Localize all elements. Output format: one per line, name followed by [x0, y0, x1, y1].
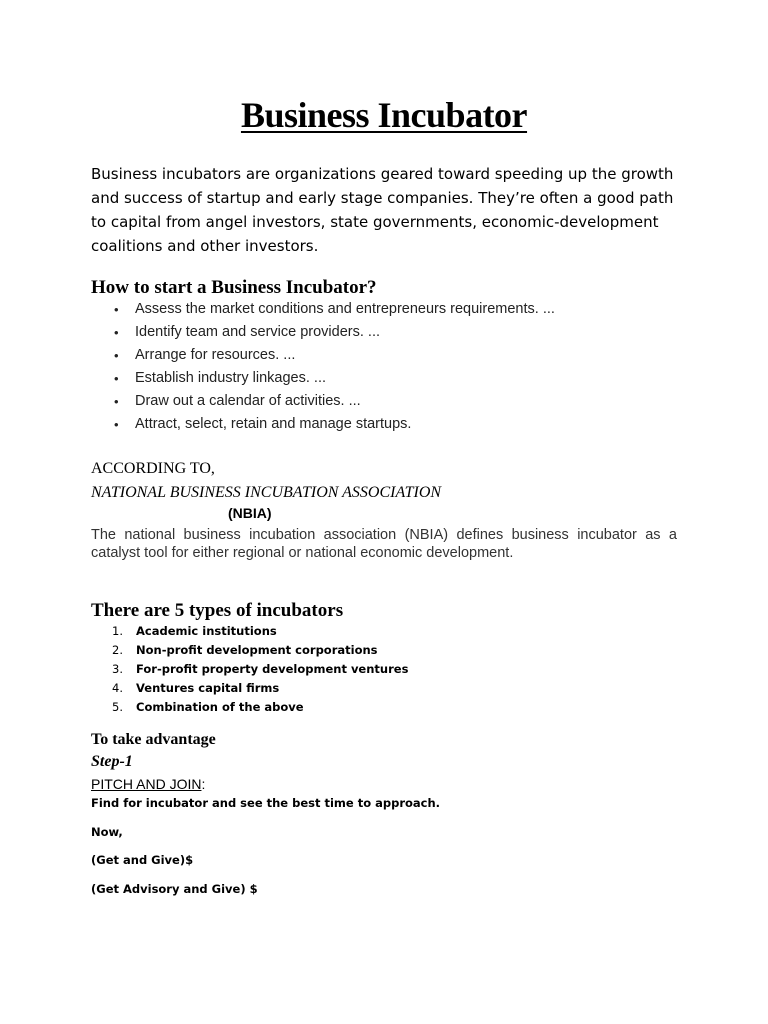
- list-item: [110, 698, 408, 717]
- page-title-text: Business Incubator: [240, 95, 528, 135]
- list-number: 2.: [112, 643, 123, 657]
- incubator-types-list: [110, 622, 408, 717]
- list-number: 1.: [112, 624, 123, 638]
- get-advisory-text: (Get Advisory and Give) $: [91, 882, 258, 896]
- list-item-text: For-profit property development ventures: [136, 662, 409, 676]
- bullet-icon: •: [114, 371, 119, 386]
- bullet-icon: •: [114, 302, 119, 317]
- list-number: 3.: [112, 662, 123, 676]
- list-number: 4.: [112, 681, 123, 695]
- get-and-give-text: (Get and Give)$: [91, 853, 194, 867]
- how-to-start-list: [112, 298, 555, 436]
- list-number: 5.: [112, 700, 123, 714]
- list-item-text: Arrange for resources. ...: [135, 347, 296, 363]
- bullet-icon: •: [114, 394, 119, 409]
- list-item-text: Draw out a calendar of activities. ...: [135, 393, 361, 409]
- list-item-text: Identify team and service providers. ...: [135, 324, 380, 340]
- list-item-text: Non-profit development corporations: [136, 643, 378, 657]
- step-label: Step-1: [91, 753, 133, 770]
- list-item: [112, 344, 555, 367]
- list-item-text: Academic institutions: [136, 624, 277, 638]
- list-item: [110, 660, 408, 679]
- pitch-and-join-line: [91, 774, 205, 794]
- types-heading: There are 5 types of incubators: [91, 600, 344, 621]
- according-to-label: ACCORDING TO,: [91, 460, 215, 477]
- advantage-heading: To take advantage: [91, 731, 216, 748]
- list-item: [112, 367, 555, 390]
- list-item: [110, 641, 408, 660]
- list-item: [112, 413, 555, 436]
- list-item: [112, 298, 555, 321]
- list-item: [110, 679, 408, 698]
- page-title: [0, 92, 768, 138]
- pitch-and-join-label: PITCH AND JOIN: [91, 776, 202, 792]
- bullet-icon: •: [114, 325, 119, 340]
- list-item-text: Assess the market conditions and entrepreneurs requirements. ...: [135, 301, 555, 317]
- list-item-text: Establish industry linkages. ...: [135, 370, 327, 386]
- intro-paragraph: Business incubators are organizations geared toward speeding up the growth and success of startup and early stage companies. They’re often a good path to capital from angel investors, state governments, economic-development coalitions and other investors.: [91, 165, 674, 255]
- pitch-colon: :: [201, 776, 206, 792]
- find-incubator-text: Find for incubator and see the best time to approach.: [91, 796, 441, 810]
- bullet-icon: •: [114, 417, 119, 432]
- nbia-abbreviation: (NBIA): [228, 505, 272, 521]
- nbia-full-name: NATIONAL BUSINESS INCUBATION ASSOCIATION: [91, 484, 442, 501]
- list-item-text: Combination of the above: [136, 700, 304, 714]
- now-text: Now,: [91, 825, 123, 839]
- list-item: [112, 321, 555, 344]
- how-to-start-heading: How to start a Business Incubator?: [91, 277, 377, 298]
- list-item: [110, 622, 408, 641]
- nbia-description: The national business incubation association (NBIA) defines business incubator as a catalyst tool for either regional or national economic development.: [91, 527, 677, 561]
- bullet-icon: •: [114, 348, 119, 363]
- list-item-text: Ventures capital firms: [136, 681, 280, 695]
- list-item-text: Attract, select, retain and manage startups.: [135, 416, 412, 432]
- list-item: [112, 390, 555, 413]
